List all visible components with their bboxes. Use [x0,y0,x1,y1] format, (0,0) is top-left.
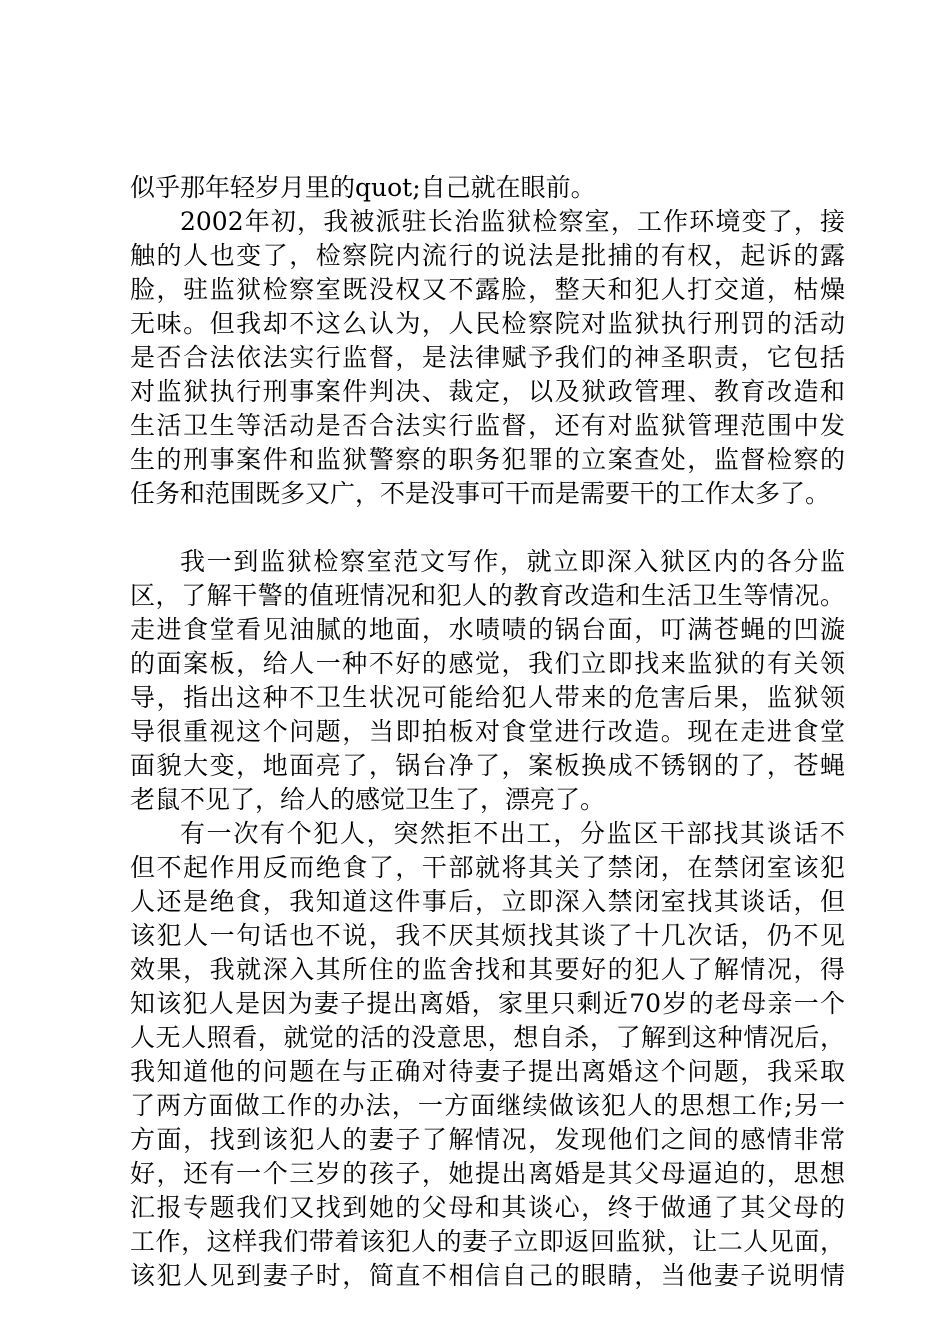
text-line: 我知道他的问题在与正确对待妻子提出离婚这个问题，我采取 [130,1057,845,1086]
text-line: 区，了解干警的值班情况和犯人的教育改造和生活卫生等情况。 [130,581,845,610]
paragraph-first-line: 2002年初，我被派驻长治监狱检察室，工作环境变了，接 [180,207,845,236]
text-line: 面貌大变，地面亮了，锅台净了，案板换成不锈钢的了，苍蝇 [130,751,845,780]
text-line: 导很重视这个问题，当即拍板对食堂进行改造。现在走进食堂 [130,717,845,746]
text-line: 对监狱执行刑事案件判决、裁定，以及狱政管理、教育改造和 [130,377,845,406]
text-line: 工作，这样我们带着该犯人的妻子立即返回监狱，让二人见面， [130,1227,845,1256]
text-line: 生活卫生等活动是否合法实行监督，还有对监狱管理范围中发 [130,411,845,440]
paragraph-first-line: 有一次有个犯人，突然拒不出工，分监区干部找其谈话不 [180,819,845,848]
text-line: 了两方面做工作的办法，一方面继续做该犯人的思想工作;另一 [130,1091,845,1120]
text-line: 汇报专题我们又找到她的父母和其谈心，终于做通了其父母的 [130,1193,845,1222]
text-line: 该犯人见到妻子时，简直不相信自己的眼睛，当他妻子说明情 [130,1261,845,1290]
text-line: 是否合法依法实行监督，是法律赋予我们的神圣职责，它包括 [130,343,845,372]
text-line: 无味。但我却不这么认为，人民检察院对监狱执行刑罚的活动 [130,309,845,338]
text-line: 人还是绝食，我知道这件事后，立即深入禁闭室找其谈话，但 [130,887,845,916]
text-line: 的面案板，给人一种不好的感觉，我们立即找来监狱的有关领 [130,649,845,678]
text-line: 导，指出这种不卫生状况可能给犯人带来的危害后果，监狱领 [130,683,845,712]
text-line: 脸，驻监狱检察室既没权又不露脸，整天和犯人打交道，枯燥 [130,275,845,304]
text-line: 似乎那年轻岁月里的quot;自己就在眼前。 [130,173,596,202]
text-line: 走进食堂看见油腻的地面，水啧啧的锅台面，叮满苍蝇的凹漩 [130,615,845,644]
text-line: 方面，找到该犯人的妻子了解情况，发现他们之间的感情非常 [130,1125,845,1154]
text-line: 好，还有一个三岁的孩子，她提出离婚是其父母逼迫的，思想 [130,1159,845,1188]
text-line: 触的人也变了，检察院内流行的说法是批捕的有权，起诉的露 [130,241,845,270]
text-line: 任务和范围既多又广，不是没事可干而是需要干的工作太多了。 [130,479,831,508]
text-line: 生的刑事案件和监狱警察的职务犯罪的立案查处，监督检察的 [130,445,845,474]
text-line: 但不起作用反而绝食了，干部就将其关了禁闭，在禁闭室该犯 [130,853,845,882]
text-line: 知该犯人是因为妻子提出离婚，家里只剩近70岁的老母亲一个 [130,989,845,1018]
text-line: 效果，我就深入其所住的监舍找和其要好的犯人了解情况，得 [130,955,845,984]
text-line: 该犯人一句话也不说，我不厌其烦找其谈了十几次话，仍不见 [130,921,845,950]
text-line: 人无人照看，就觉的活的没意思，想自杀，了解到这种情况后， [130,1023,845,1052]
text-line: 老鼠不见了，给人的感觉卫生了，漂亮了。 [130,785,606,814]
paragraph-first-line: 我一到监狱检察室范文写作，就立即深入狱区内的各分监 [180,547,845,576]
